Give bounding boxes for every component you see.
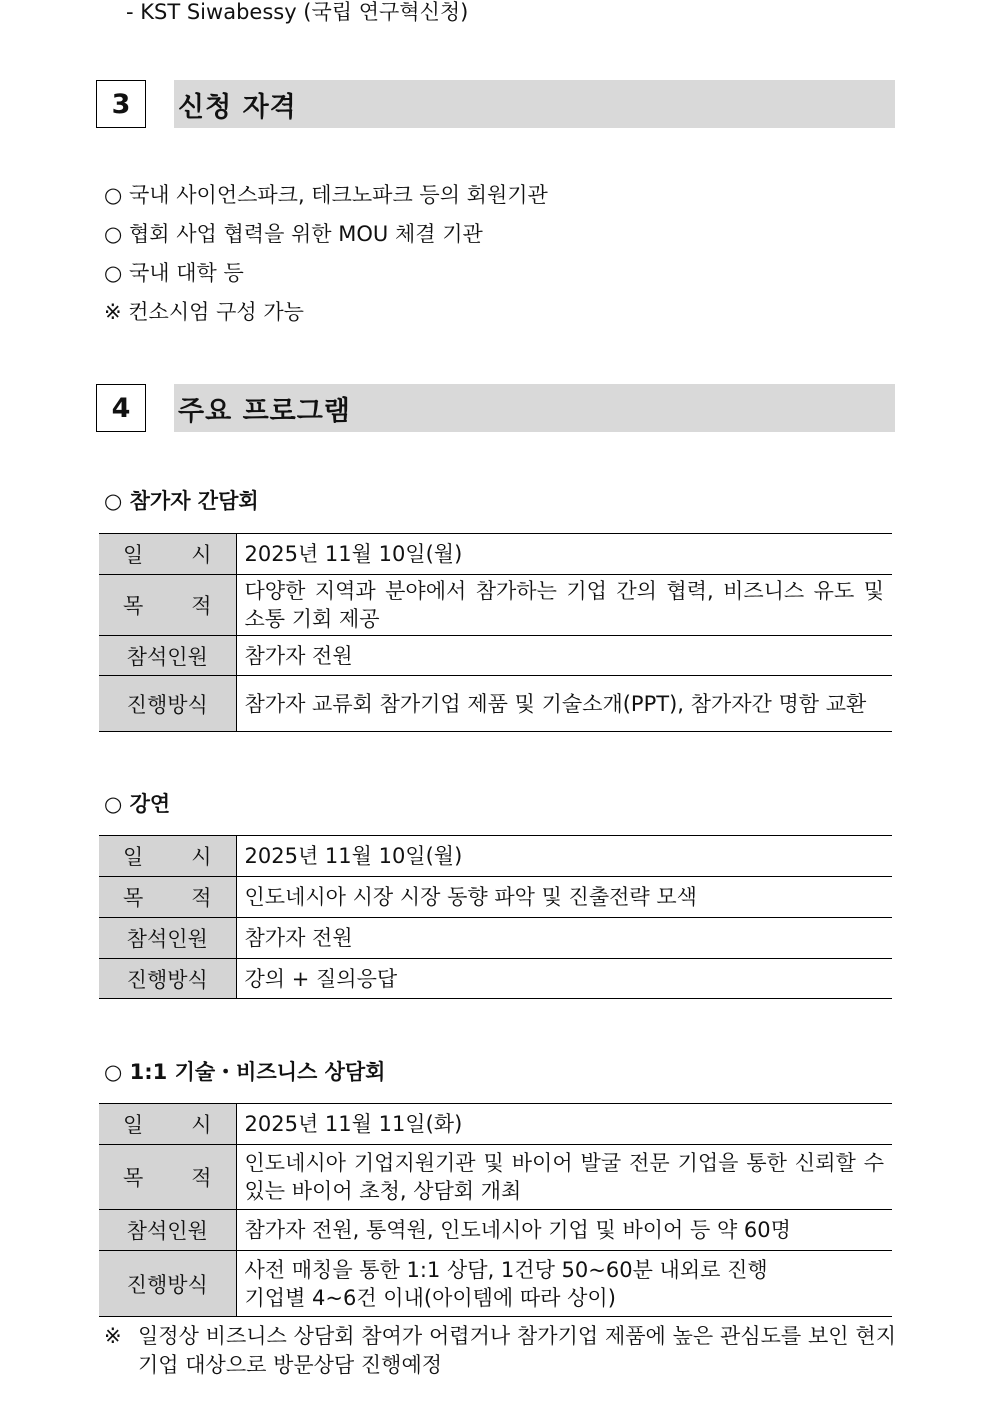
table-row	[99, 877, 892, 918]
list-item: ○ 국내 사이언스파크, 테크노파크 등의 회원기관	[104, 183, 548, 207]
section-3-header	[96, 80, 896, 130]
list-item: ○ 협회 사업 협력을 위한 MOU 체결 기관	[104, 222, 483, 246]
label-purpose-2: 적	[191, 1166, 212, 1190]
section-4-header	[96, 384, 896, 434]
label-purpose-2: 적	[191, 886, 212, 910]
attendees-value: 참가자 전원, 통역원, 인도네시아 기업 및 바이어 등 약 60명	[236, 1210, 892, 1251]
method-value	[236, 1251, 892, 1317]
table-row	[99, 676, 892, 732]
section-title: 주요 프로그램	[174, 384, 895, 432]
method-value: 참가자 교류회 참가기업 제품 및 기술소개(PPT), 참가자간 명함 교환	[236, 676, 892, 732]
table-row	[99, 959, 892, 999]
label-date-1: 일	[123, 1113, 144, 1137]
section-number: 3	[96, 80, 146, 128]
label-purpose-1: 목	[123, 594, 144, 618]
label-date-2: 시	[191, 543, 212, 567]
list-item: ※ 컨소시엄 구성 가능	[104, 300, 304, 324]
table-row	[99, 636, 892, 676]
section-number: 4	[96, 384, 146, 432]
section-title: 신청 자격	[174, 80, 895, 128]
label-method: 진행방식	[99, 959, 236, 999]
method-line: 기업별 4~6건 이내(아이템에 따라 상이)	[244, 1285, 616, 1310]
label-date-1: 일	[123, 543, 144, 567]
label-date-2: 시	[191, 845, 212, 869]
table-row	[99, 575, 892, 636]
note-text: 일정상 비즈니스 상담회 참여가 어렵거나 참가기업 제품에 높은 관심도를 보인 현지 기업 대상으로 방문상담 진행예정	[138, 1324, 896, 1377]
top-list-item: - KST Siwabessy (국립 연구혁신청)	[126, 0, 469, 24]
footnote	[104, 1322, 896, 1380]
label-date-2: 시	[191, 1113, 212, 1137]
method-line: 사전 매칭을 통한 1:1 상담, 1건당 50~60분 내외로 진행	[244, 1257, 768, 1282]
label-method: 진행방식	[99, 1251, 236, 1317]
table-row	[99, 918, 892, 959]
date-value: 2025년 11월 11일(화)	[236, 1104, 892, 1145]
program-2-table	[99, 835, 892, 999]
eligibility-list	[104, 176, 548, 332]
label-purpose-1: 목	[123, 886, 144, 910]
purpose-value: 다양한 지역과 분야에서 참가하는 기업 간의 협력, 비즈니스 유도 및 소통 기회 제공	[236, 575, 892, 636]
table-row	[99, 836, 892, 877]
label-date-1: 일	[123, 845, 144, 869]
attendees-value: 참가자 전원	[236, 636, 892, 676]
label-attendees: 참석인원	[99, 1210, 236, 1251]
table-row	[99, 1104, 892, 1145]
table-row	[99, 1210, 892, 1251]
purpose-value: 인도네시아 시장 시장 동향 파악 및 진출전략 모색	[236, 877, 892, 918]
label-method: 진행방식	[99, 676, 236, 732]
purpose-value: 인도네시아 기업지원기관 및 바이어 발굴 전문 기업을 통한 신뢰할 수 있는 바이어 초청, 상담회 개최	[236, 1145, 892, 1210]
label-purpose-1: 목	[123, 1166, 144, 1190]
attendees-value: 참가자 전원	[236, 918, 892, 959]
label-attendees: 참석인원	[99, 918, 236, 959]
program-title: ○ 참가자 간담회	[104, 489, 259, 513]
program-1-table	[99, 533, 892, 732]
date-value: 2025년 11월 10일(월)	[236, 836, 892, 877]
note-mark: ※	[104, 1324, 122, 1348]
table-row	[99, 1251, 892, 1317]
table-row	[99, 534, 892, 575]
label-purpose-2: 적	[191, 594, 212, 618]
table-row	[99, 1145, 892, 1210]
list-item: ○ 국내 대학 등	[104, 261, 244, 285]
program-title: ○ 강연	[104, 792, 171, 816]
program-title: ○ 1:1 기술・비즈니스 상담회	[104, 1060, 386, 1084]
label-attendees: 참석인원	[99, 636, 236, 676]
program-3-table	[99, 1103, 892, 1317]
date-value: 2025년 11월 10일(월)	[236, 534, 892, 575]
method-value: 강의 + 질의응답	[236, 959, 892, 999]
